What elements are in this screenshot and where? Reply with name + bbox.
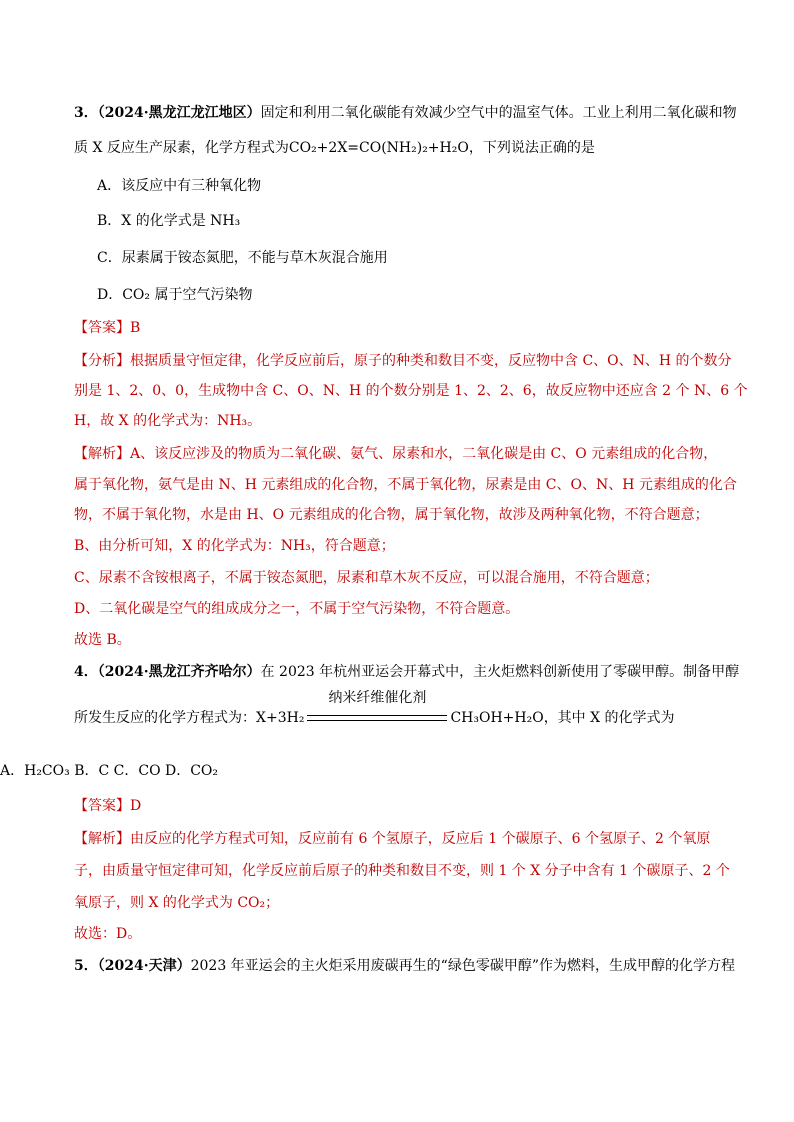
- q4-option-d: D．CO₂: [165, 763, 219, 779]
- q3-explain-line-4: B、由分析可知，X 的化学式为：NH₃，符合题意；: [74, 538, 395, 554]
- q3-option-c: C．尿素属于铵态氮肥，不能与草木灰混合施用: [97, 250, 388, 266]
- q4-equals-bar: [307, 715, 447, 721]
- q3-answer-value: B: [130, 320, 141, 336]
- q3-stem-line-1: [74, 103, 737, 123]
- q5-number: 5．: [74, 958, 98, 974]
- q4-source: （2024·黑龙江齐齐哈尔）: [97, 664, 261, 680]
- q3-explain-line-1: [74, 444, 717, 464]
- q4-option-a: A．H₂CO₃: [0, 763, 70, 779]
- q3-number: 3．: [74, 105, 98, 121]
- q3-option-d: D．CO₂ 属于空气污染物: [97, 287, 253, 303]
- q3-analysis-line-2: 别是 1、2、0、0，生成物中含 C、O、N、H 的个数分别是 1、2、2、6，故反应物中还应含 2 个 N、6 个: [74, 383, 748, 399]
- q4-reaction-condition: 纳米纤维催化剂: [328, 690, 427, 706]
- q3-stem-text-2b: ，下列说法正确的是: [468, 140, 595, 156]
- q4-explain-line-1: [74, 829, 710, 849]
- q5-stem-text-1: 2023 年亚运会的主火炬采用废碳再生的“绿色零碳甲醇”作为燃料，生成甲醇的化学方程: [190, 958, 735, 974]
- q4-answer-value: D: [130, 798, 142, 814]
- q3-answer: [74, 318, 140, 338]
- q3-explain-line-3: 物，不属于氧化物，水是由 H、O 元素组成的化合物，属于氧化物，故涉及两种氧化物，不符合题意；: [74, 507, 709, 523]
- q4-equation-right: CH₃OH+H₂O: [450, 710, 544, 726]
- q4-answer-tag: 【答案】: [74, 798, 130, 814]
- q4-stem-line-2: [74, 690, 675, 728]
- q3-source: （2024·黑龙江龙江地区）: [97, 105, 261, 121]
- q3-option-b: B．X 的化学式是 NH₃: [97, 213, 241, 229]
- q3-explain-line-6: D、二氧化碳是空气的组成成分之一，不属于空气污染物，不符合题意。: [74, 601, 520, 617]
- q4-option-c: C．CO: [113, 763, 161, 779]
- q4-stem-text-2a: 所发生反应的化学方程式为：: [74, 710, 256, 726]
- q3-explain-text-1: A、该反应涉及的物质为二氧化碳、氨气、尿素和水，二氧化碳是由 C、O 元素组成的化合物，: [130, 446, 718, 462]
- q3-answer-tag: 【答案】: [74, 320, 130, 336]
- q3-stem-line-2: [74, 138, 595, 158]
- q3-option-a: A．该反应中有三种氧化物: [97, 178, 262, 194]
- q5-source: （2024·天津）: [97, 958, 191, 974]
- q4-options-row: [0, 761, 794, 781]
- q3-explain-line-5: C、尿素不含铵根离子，不属于铵态氮肥，尿素和草木灰不反应，可以混合施用，不符合题意；: [74, 570, 659, 586]
- q4-explain-tag: 【解析】: [74, 831, 130, 847]
- q3-stem-text-2a: 质 X 反应生产尿素，化学方程式为: [74, 140, 289, 156]
- q4-reaction-arrow: [307, 690, 447, 728]
- q3-analysis-line-1: [74, 351, 732, 371]
- q3-analysis-tag: 【分析】: [74, 353, 130, 369]
- q4-option-b: B．C: [74, 763, 110, 779]
- q4-explain-text-1: 由反应的化学方程式可知，反应前有 6 个氢原子，反应后 1 个碳原子、6 个氢原子、2 个氧原: [130, 831, 711, 847]
- q3-analysis-text-1: 根据质量守恒定律，化学反应前后，原子的种类和数目不变，反应物中含 C、O、N、H 的个数分: [130, 353, 732, 369]
- q4-explain-line-4: 故选：D。: [74, 926, 142, 942]
- q4-equation-left: X+3H₂: [256, 710, 305, 726]
- q4-explain-line-3: 氧原子，则 X 的化学式为 CO₂；: [74, 895, 280, 911]
- q4-stem-text-1: 在 2023 年杭州亚运会开幕式中，主火炬燃料创新使用了零碳甲醇。制备甲醇: [260, 664, 740, 680]
- q4-number: 4．: [74, 664, 98, 680]
- q3-explain-tag: 【解析】: [74, 446, 130, 462]
- q3-stem-text-1: 固定和利用二氧化碳能有效减少空气中的温室气体。工业上利用二氧化碳和物: [260, 105, 737, 121]
- q3-explain-line-7: 故选 B。: [74, 632, 131, 648]
- q3-equation: CO₂+2X=CO(NH₂)₂+H₂O: [288, 140, 469, 156]
- q4-stem-text-2b: ，其中 X 的化学式为: [543, 710, 675, 726]
- q4-answer: [74, 796, 141, 816]
- q4-explain-line-2: 子，由质量守恒定律可知，化学反应前后原子的种类和数目不变，则 1 个 X 分子中含有 1 个碳原子、2 个: [74, 863, 730, 879]
- q3-explain-line-2: 属于氧化物，氨气是由 N、H 元素组成的化合物，不属于氧化物，尿素是由 C、O、N、H 元素组成的化合: [74, 477, 737, 493]
- q3-analysis-line-3: H，故 X 的化学式为：NH₃。: [74, 413, 262, 429]
- q4-stem-line-1: [74, 662, 739, 682]
- q5-stem-line-1: [74, 956, 735, 976]
